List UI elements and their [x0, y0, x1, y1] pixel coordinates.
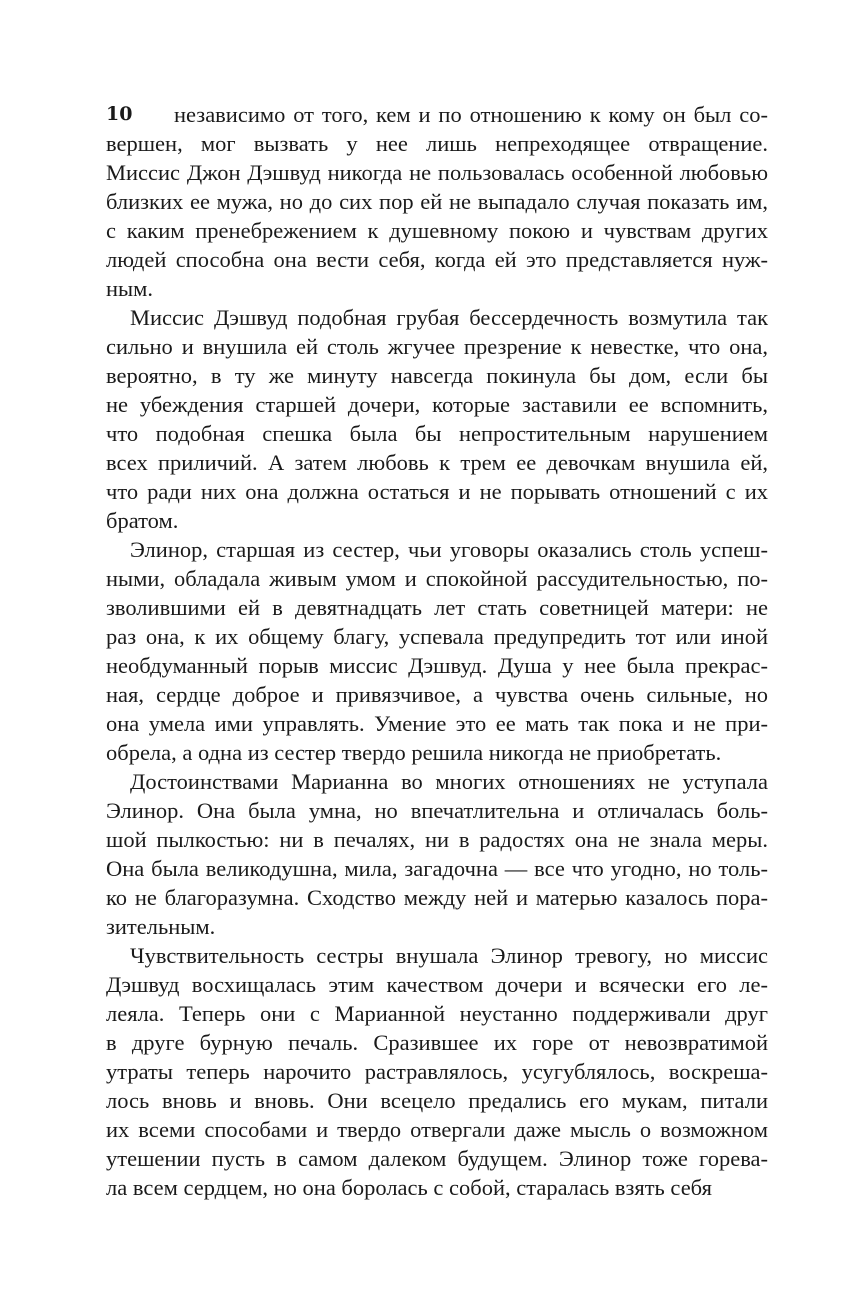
text-line: ными, обладала живым умом и спокойной рассудительностью, по- — [106, 566, 768, 591]
text-line: лось вновь и вновь. Они всецело предались его мукам, питали — [106, 1088, 768, 1113]
text-line: зительным. — [106, 914, 216, 939]
text-line: необдуманный порыв миссис Дэшвуд. Душа у нее была прекрас- — [106, 653, 768, 678]
text-line: обрела, а одна из сестер твердо решила никогда не приобретать. — [106, 740, 722, 765]
text-line: братом. — [106, 508, 179, 533]
text-line: что подобная спешка была бы непростительным нарушением — [106, 421, 768, 446]
page-number: 10 — [106, 103, 133, 125]
text-line: их всеми способами и твердо отвергали даже мысль о возможном — [106, 1117, 768, 1142]
text-line: Она была великодушна, мила, загадочна — все что угодно, но толь- — [106, 856, 768, 881]
text-line: Миссис Дэшвуд подобная грубая бессердечность возмутила так — [130, 305, 768, 330]
text-line: не убеждения старшей дочери, которые заставили ее вспомнить, — [106, 392, 768, 417]
text-line: леяла. Теперь они с Марианной неустанно поддерживали друг — [106, 1001, 768, 1026]
text-line: Достоинствами Марианна во многих отношениях не уступала — [130, 769, 768, 794]
text-line: зволившими ей в девятнадцать лет стать советницей матери: не — [106, 595, 768, 620]
text-line: в друге бурную печаль. Сразившее их горе от невозвратимой — [106, 1030, 768, 1055]
text-line: она умела ими управлять. Умение это ее мать так пока и не при- — [106, 711, 768, 736]
text-line: Элинор, старшая из сестер, чьи уговоры оказались столь успеш- — [130, 537, 768, 562]
text-line: сильно и внушила ей столь жгучее презрение к невестке, что она, — [106, 334, 768, 359]
text-line: ко не благоразумна. Сходство между ней и матерью казалось пора- — [106, 885, 768, 910]
text-line: ная, сердце доброе и привязчивое, а чувства очень сильные, но — [106, 682, 768, 707]
paragraph — [106, 941, 768, 1202]
body-text — [106, 100, 768, 1202]
text-line: утешении пусть в самом далеком будущем. Элинор тоже горева- — [106, 1146, 768, 1171]
text-line: Чувствительность сестры внушала Элинор тревогу, но миссис — [130, 943, 768, 968]
text-line: людей способна она вести себя, когда ей это представляется нуж- — [106, 247, 768, 272]
text-line: вершен, мог вызвать у нее лишь непреходящее отвращение. — [106, 131, 768, 156]
text-line: Дэшвуд восхищалась этим качеством дочери и всячески его ле- — [106, 972, 768, 997]
text-line: ным. — [106, 276, 154, 301]
paragraph — [106, 100, 768, 303]
text-line: раз она, к их общему благу, успевала предупредить тот или иной — [106, 624, 768, 649]
text-line: шой пылкостью: ни в печалях, ни в радостях она не знала меры. — [106, 827, 768, 852]
paragraph — [106, 303, 768, 535]
text-line: Миссис Джон Дэшвуд никогда не пользовалась особенной любовью — [106, 160, 768, 185]
text-line: близких ее мужа, но до сих пор ей не выпадало случая показать им, — [106, 189, 768, 214]
text-line: Элинор. Она была умна, но впечатлительна и отличалась боль- — [106, 798, 768, 823]
paragraph — [106, 535, 768, 767]
paragraph — [106, 767, 768, 941]
text-line: что ради них она должна остаться и не порывать отношений с их — [106, 479, 768, 504]
text-line: всех приличий. А затем любовь к трем ее девочкам внушила ей, — [106, 450, 768, 475]
text-line: утраты теперь нарочито растравлялось, усугублялось, воскреша- — [106, 1059, 768, 1084]
text-line: ла всем сердцем, но она боролась с собой, старалась взять себя — [106, 1175, 712, 1200]
text-line: независимо от того, кем и по отношению к кому он был со- — [174, 102, 768, 127]
text-line: с каким пренебрежением к душевному покою и чувствам других — [106, 218, 768, 243]
text-line: вероятно, в ту же минуту навсегда покинула бы дом, если бы — [106, 363, 768, 388]
